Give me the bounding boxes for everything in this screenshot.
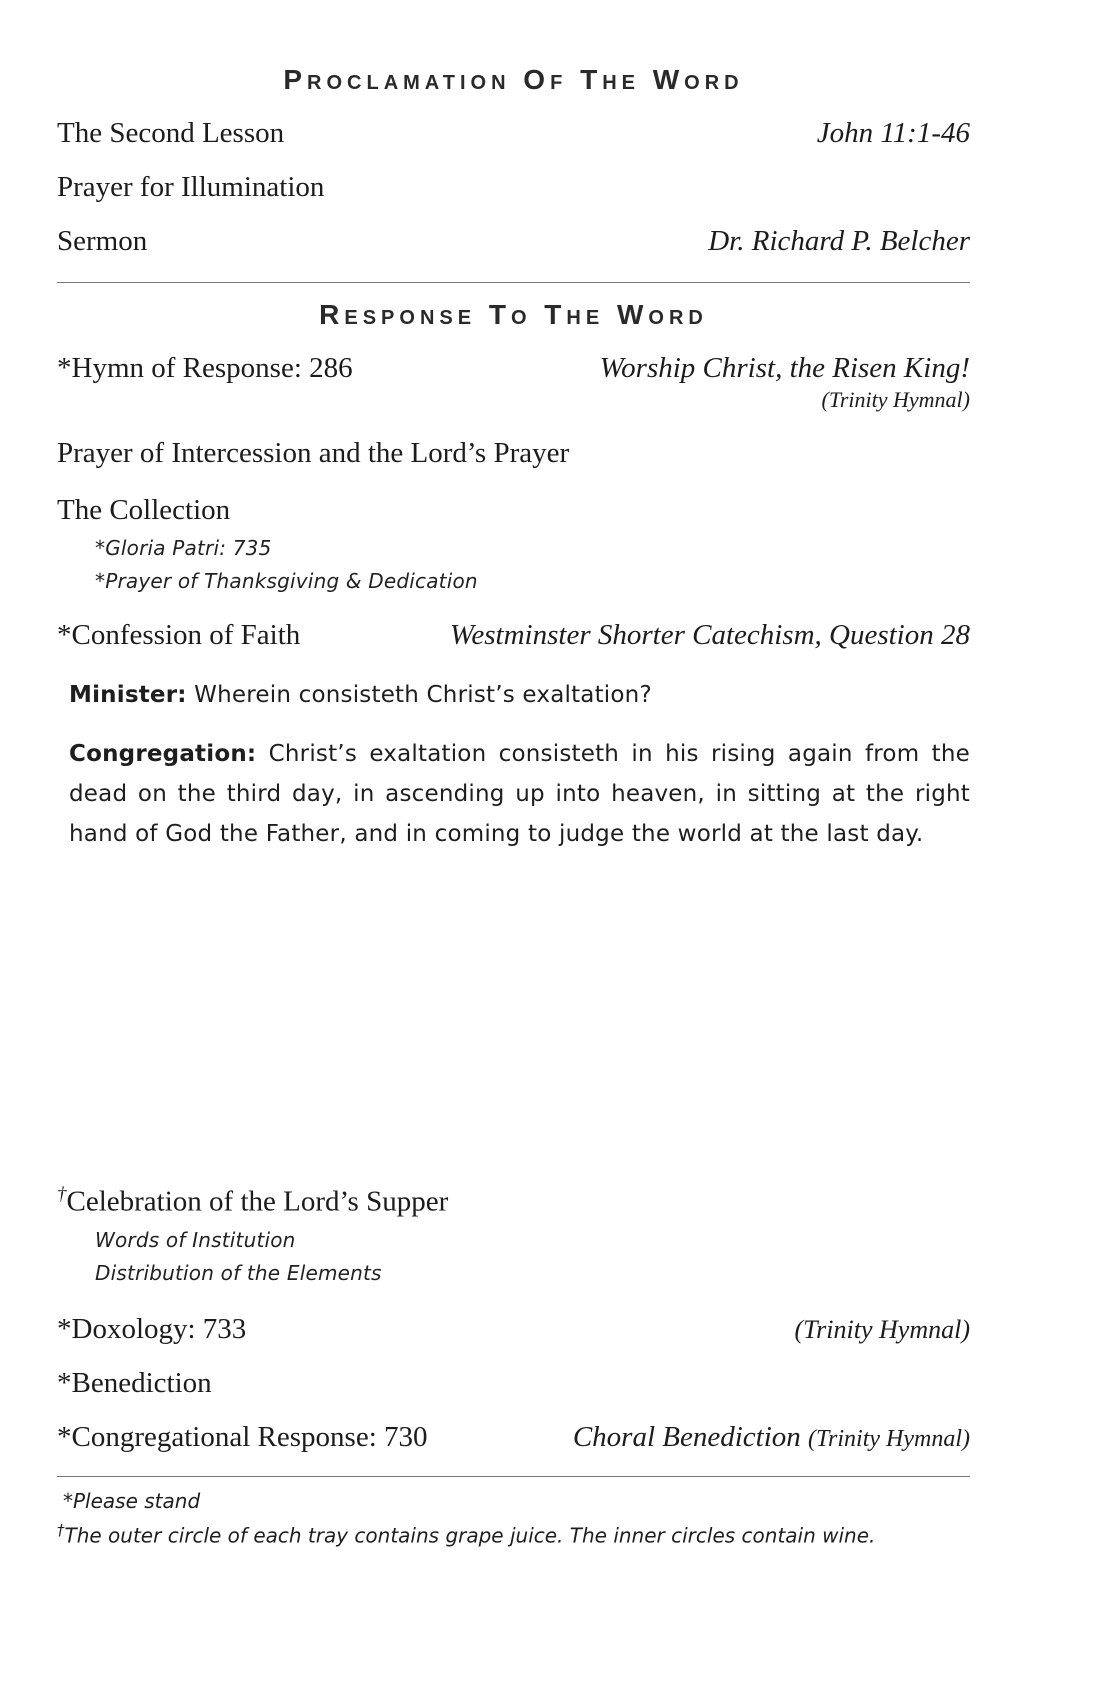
- supper-subitem-institution: Words of Institution: [95, 1227, 296, 1252]
- order-item-benediction: [57, 1367, 970, 1400]
- confession-source: Westminster Shorter Catechism, Question 28: [449, 619, 970, 651]
- footnotes: [57, 1489, 970, 1548]
- section-heading-response: Response To The Word: [319, 299, 708, 330]
- item-title: *Benediction: [57, 1366, 212, 1399]
- catechism-congregation-block: [69, 734, 970, 854]
- footnote-tray-text: The outer circle of each tray contains grape juice. The inner circles contain wine.: [64, 1523, 876, 1548]
- order-item-collection: The Collection: [57, 494, 231, 526]
- item-title: *Congregational Response: 730: [57, 1420, 428, 1453]
- response-title: Choral Benediction: [572, 1420, 801, 1453]
- item-title: *Doxology: 733: [57, 1312, 247, 1345]
- order-item-confession: [57, 619, 970, 652]
- item-detail: (Trinity Hymnal): [794, 1314, 970, 1344]
- section-divider: [57, 282, 970, 283]
- dagger-icon: †: [57, 1184, 67, 1205]
- item-detail: [573, 1421, 970, 1454]
- collection-subitem-gloria-patri: *Gloria Patri: 735: [95, 536, 272, 560]
- item-title: Prayer for Illumination: [57, 171, 325, 203]
- order-item-prayer-illumination: [57, 171, 970, 204]
- item-title: The Second Lesson: [57, 117, 285, 149]
- order-item-intercession: Prayer of Intercession and the Lord’s Prayer: [57, 437, 570, 469]
- item-title: *Confession of Faith: [57, 619, 301, 651]
- item-detail: John 11:1-46: [816, 117, 970, 149]
- item-title: *Hymn of Response: 286: [57, 352, 353, 384]
- catechism-minister-line: [69, 676, 970, 714]
- item-title: Sermon: [57, 225, 148, 257]
- order-item-doxology: [57, 1313, 970, 1346]
- order-item-lords-supper: [57, 1184, 970, 1219]
- collection-subitem-thanksgiving: *Prayer of Thanksgiving & Dedication: [95, 569, 478, 593]
- minister-label: Minister:: [69, 682, 187, 708]
- congregation-label: Congregation:: [69, 741, 257, 767]
- minister-text: Wherein consisteth Christ’s exaltation?: [194, 682, 652, 708]
- footnote-tray: [57, 1521, 970, 1548]
- hymnal-source: (Trinity Hymnal): [821, 387, 970, 412]
- lords-supper-section: [57, 1184, 970, 1285]
- section-heading-proclamation: Proclamation Of The Word: [283, 64, 744, 95]
- footnote-please-stand: *Please stand: [63, 1488, 201, 1513]
- footnote-divider: [57, 1476, 970, 1477]
- order-item-congregational-response: [57, 1421, 970, 1454]
- item-detail: Dr. Richard P. Belcher: [708, 225, 970, 257]
- supper-subitem-distribution: Distribution of the Elements: [95, 1260, 382, 1285]
- congregation-text: Christ’s exaltation consisteth in his rising again from the dead on the third day, in ascending up into heaven, in sitting at the right hand of God the Father, and in coming to judge the world at the last day.: [69, 741, 970, 847]
- order-item-hymn-of-response: [57, 352, 970, 385]
- supper-title-text: Celebration of the Lord’s Supper: [66, 1185, 449, 1218]
- order-item-second-lesson: [57, 117, 970, 150]
- hymnal-source: (Trinity Hymnal): [808, 1425, 970, 1452]
- order-item-sermon: [57, 225, 970, 258]
- hymn-title: Worship Christ, the Risen King!: [599, 352, 970, 384]
- dagger-icon: †: [57, 1520, 65, 1539]
